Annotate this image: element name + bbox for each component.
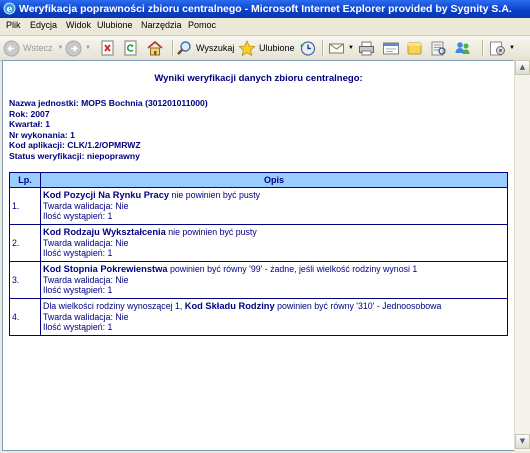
- favorites-label: Ulubione: [259, 43, 295, 53]
- scroll-down-icon[interactable]: ▼: [515, 434, 530, 449]
- refresh-button[interactable]: [123, 39, 139, 57]
- row-desc: [41, 188, 508, 225]
- scroll-up-icon[interactable]: ▲: [515, 60, 530, 75]
- page-content: [2, 60, 515, 451]
- messenger-icon: [454, 40, 472, 57]
- table-row: [10, 299, 508, 336]
- forward-dropdown-icon[interactable]: ▼: [85, 45, 91, 51]
- back-arrow-icon: [3, 40, 20, 57]
- star-icon: [238, 40, 256, 57]
- report-heading: Wyniki weryfikacji danych zbioru centralnego:: [154, 73, 363, 84]
- toolbar: [0, 36, 530, 61]
- mail-icon: [328, 40, 346, 57]
- menu-view[interactable]: Widok: [66, 20, 92, 30]
- row-lp: 1.: [10, 188, 41, 225]
- tools-dropdown-icon[interactable]: ▼: [509, 45, 515, 51]
- extra-tools-button[interactable]: [489, 39, 515, 57]
- meta-status: Status weryfikacji: niepoprawny: [9, 150, 140, 161]
- row-lp: 2.: [10, 225, 41, 262]
- vertical-scrollbar[interactable]: [514, 60, 530, 451]
- menu-help[interactable]: Pomoc: [188, 20, 217, 30]
- ie-logo-icon: [3, 2, 16, 15]
- row-field-name: Kod Rodzaju Wykształcenia: [43, 227, 166, 238]
- menu-edit[interactable]: Edycja: [30, 20, 58, 30]
- edit-page-icon: [382, 40, 400, 57]
- row-desc: [41, 225, 508, 262]
- history-button[interactable]: [299, 39, 317, 57]
- row-hard-validation: Twarda walidacja: Nie: [43, 200, 129, 211]
- title-bar[interactable]: [0, 0, 530, 18]
- col-lp-header: Lp.: [10, 173, 41, 188]
- row-hard-validation: Twarda walidacja: Nie: [43, 274, 129, 285]
- stop-button[interactable]: [100, 39, 116, 57]
- forward-arrow-icon: [65, 40, 82, 57]
- col-desc-header: Opis: [41, 173, 508, 188]
- table-row: [10, 262, 508, 299]
- forward-button[interactable]: [65, 39, 91, 57]
- row-lp: 4.: [10, 299, 41, 336]
- home-button[interactable]: [146, 39, 164, 57]
- row-lp: 3.: [10, 262, 41, 299]
- print-button[interactable]: [358, 39, 376, 57]
- mail-dropdown-icon[interactable]: ▼: [348, 45, 354, 51]
- row-occurrences: Ilość wystąpień: 1: [43, 285, 113, 296]
- results-table: [9, 172, 508, 336]
- edit-button[interactable]: [382, 39, 400, 57]
- menu-file[interactable]: Plik: [6, 20, 21, 30]
- history-icon: [299, 40, 317, 57]
- research-icon: [430, 40, 448, 57]
- row-occurrences: Ilość wystąpień: 1: [43, 248, 113, 259]
- row-field-name: Kod Składu Rodziny: [184, 301, 275, 312]
- row-text-pre: Dla wielkości rodziny wynoszącej 1,: [43, 301, 185, 312]
- row-hard-validation: Twarda walidacja: Nie: [43, 237, 129, 248]
- row-occurrences: Ilość wystąpień: 1: [43, 322, 113, 333]
- folder-icon: [406, 40, 424, 57]
- row-text-post: nie powinien być pusty: [169, 190, 261, 201]
- row-text-post: powinien być równy '99' - żadne, jeśli wielkość rodziny wynosi 1: [167, 264, 418, 275]
- back-label: Wstecz: [23, 43, 53, 53]
- messenger-button[interactable]: [454, 39, 472, 57]
- row-text-post: powinien być równy '310' - Jednoosobowa: [274, 301, 442, 312]
- meta-year: Rok: 2007: [9, 108, 50, 119]
- back-dropdown-icon[interactable]: ▼: [57, 45, 64, 51]
- menu-tools[interactable]: Narzędzia: [141, 20, 182, 30]
- discuss-button[interactable]: [406, 39, 424, 57]
- refresh-icon: [123, 40, 139, 56]
- row-hard-validation: Twarda walidacja: Nie: [43, 311, 129, 322]
- research-button[interactable]: [430, 39, 448, 57]
- meta-unit-name: Nazwa jednostki: MOPS Bochnia (301201011000): [9, 98, 208, 108]
- svg-text:e: e: [6, 5, 13, 15]
- row-field-name: Kod Stopnia Pokrewienstwa: [43, 264, 168, 275]
- tools-gear-icon: [489, 40, 507, 57]
- printer-icon: [358, 40, 376, 57]
- table-header-row: [10, 173, 508, 188]
- favorites-button[interactable]: [238, 39, 295, 57]
- row-desc: [41, 262, 508, 299]
- meta-run-number: Nr wykonania: 1: [9, 129, 75, 140]
- back-button[interactable]: [3, 39, 63, 57]
- search-icon: [176, 40, 193, 57]
- menu-bar: [0, 18, 530, 36]
- row-occurrences: Ilość wystąpień: 1: [43, 211, 113, 222]
- row-text-post: nie powinien być pusty: [165, 227, 257, 238]
- search-button[interactable]: [176, 39, 234, 57]
- window-title: Weryfikacja poprawności zbioru centralnego - Microsoft Internet Explorer provided by Sygnity S.A.: [19, 3, 512, 15]
- table-row: [10, 225, 508, 262]
- row-field-name: Kod Pozycji Na Rynku Pracy: [43, 190, 170, 201]
- stop-icon: [100, 40, 116, 56]
- menu-favorites[interactable]: Ulubione: [97, 20, 133, 30]
- table-row: [10, 188, 508, 225]
- mail-button[interactable]: [328, 39, 354, 57]
- meta-app-code: Kod aplikacji: CLK/1.2/OPMRWZ: [9, 140, 141, 150]
- meta-quarter: Kwartał: 1: [9, 119, 51, 129]
- search-label: Wyszukaj: [196, 43, 235, 53]
- row-desc: [41, 299, 508, 336]
- home-icon: [146, 40, 164, 57]
- report-meta: [9, 98, 208, 161]
